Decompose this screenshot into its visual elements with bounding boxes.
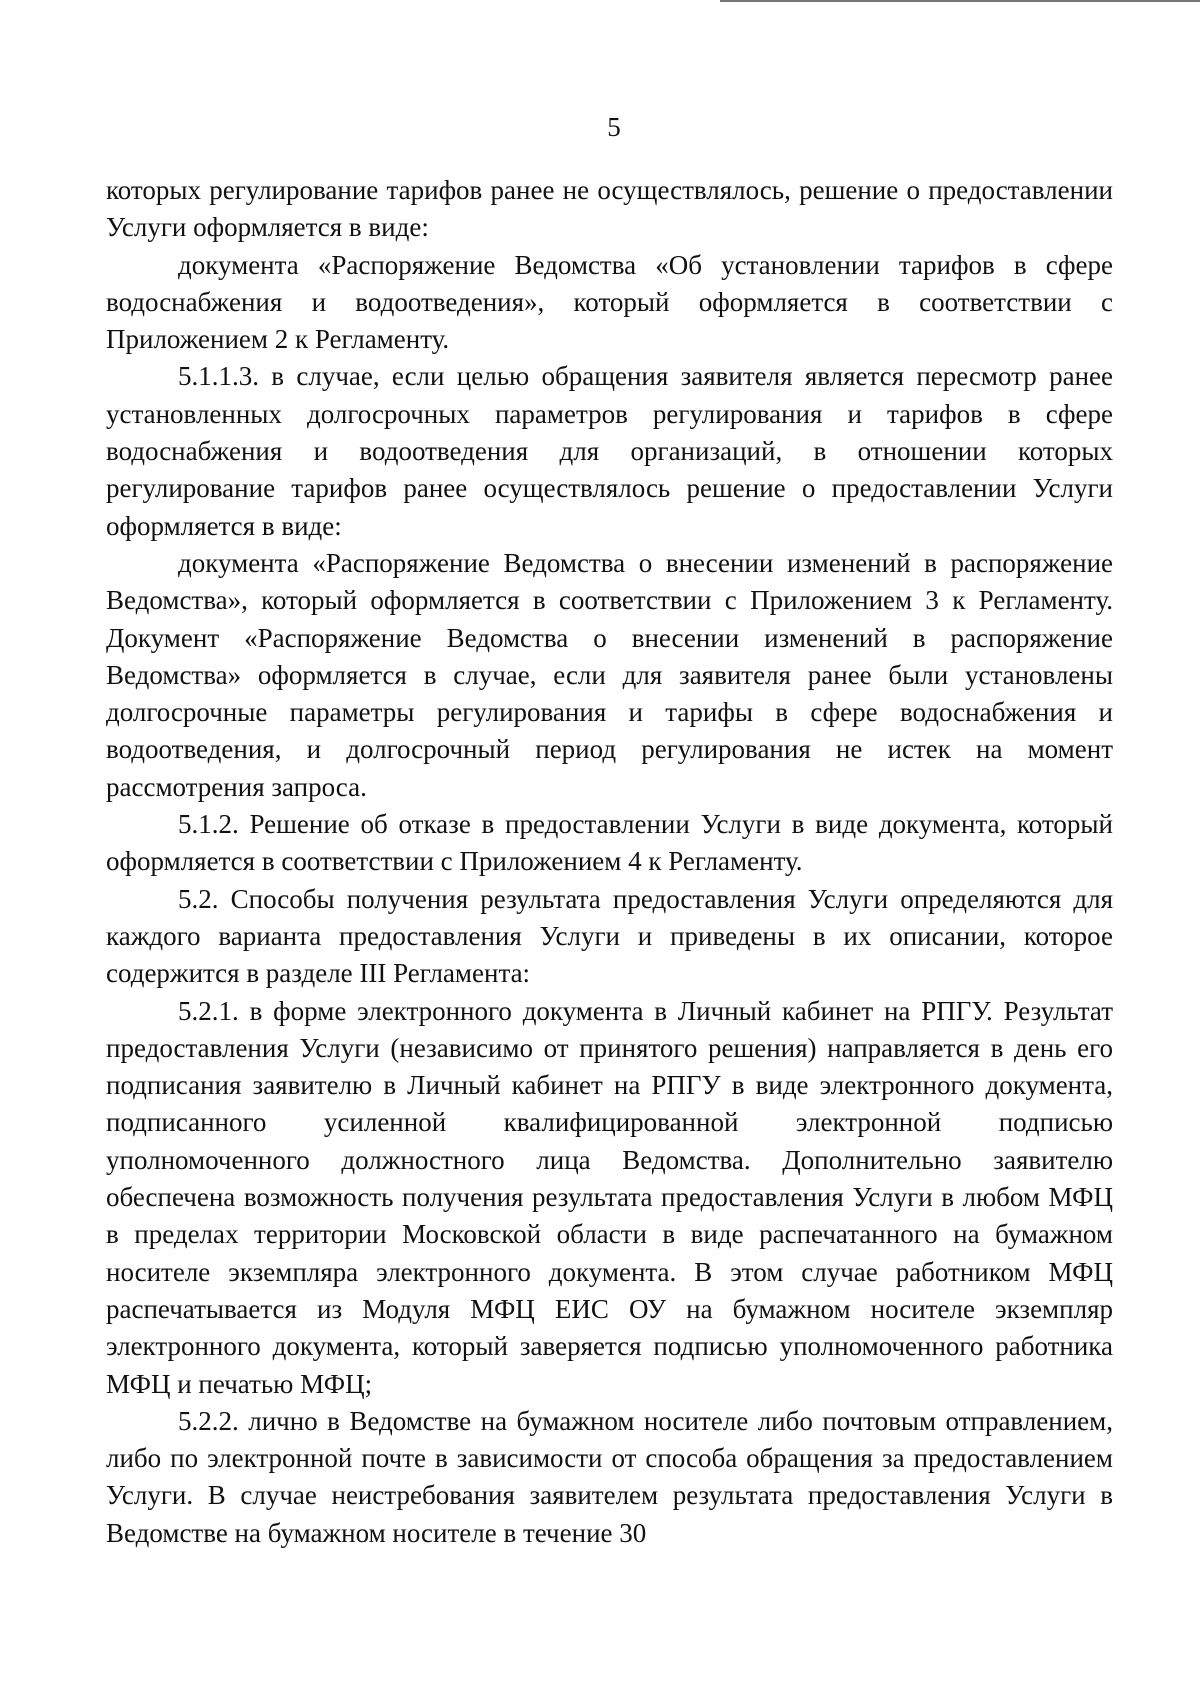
paragraph-5-2: 5.2. Способы получения результата предоставления Услуги определяются для каждого варианта предоставления Услуги и приведены в их описании, которое содержится в разделе III Регламента: bbox=[106, 883, 1113, 989]
paragraph-5-2-2: 5.2.2. лично в Ведомстве на бумажном носителе либо почтовым отправлением, либо по электронной почте в зависимости от способа обращения за предоставлением Услуги. В случае неистребования заявителем результата предоставления Услуги в Ведомстве на бумажном носителе в течение 30 bbox=[106, 1405, 1113, 1548]
paragraph: документа «Распоряжение Ведомства «Об установлении тарифов в сфере водоснабжения и водоотведения», который оформляется в соответствии с Приложением 2 к Регламенту. bbox=[106, 249, 1113, 355]
paragraph-5-2-1: 5.2.1. в форме электронного документа в Личный кабинет на РПГУ. Результат предоставления Услуги (независимо от принятого решения) направляется в день его подписания заявителю в Личный кабинет на РПГУ в виде электронного документа, подписанного усиленной квалифицированной электронной подписью уполномоченного должностного лица Ведомства. Дополнительно заявителю обеспечена возможность получения результата предоставления Услуги в любом МФЦ в пределах территории Московской области в виде распечатанного на бумажном носителе экземпляра электронного документа. В этом случае работником МФЦ распечатывается из Модуля МФЦ ЕИС ОУ на бумажном носителе экземпляр электронного документа, который заверяется подписью уполномоченного работника МФЦ и печатью МФЦ; bbox=[106, 995, 1113, 1399]
paragraph-continuation: которых регулирование тарифов ранее не осуществлялось, решение о предоставлении Услуги оформляется в виде: bbox=[106, 175, 1113, 243]
page-number: 5 bbox=[607, 112, 621, 142]
paragraph-5-1-2: 5.1.2. Решение об отказе в предоставлении Услуги в виде документа, который оформляется в соответствии с Приложением 4 к Регламенту. bbox=[106, 809, 1113, 877]
paragraph: документа «Распоряжение Ведомства о внесении изменений в распоряжение Ведомства», который оформляется в соответствии с Приложением 3 к Регламенту. Документ «Распоряжение Ведомства о внесении изменений в распоряжение Ведомства» оформляется в случае, если для заявителя ранее были установлены долгосрочные параметры регулирования и тарифы в сфере водоснабжения и водоотведения, и долгосрочный период регулирования не истек на момент рассмотрения запроса. bbox=[106, 547, 1113, 802]
paragraph-5-1-1-3: 5.1.1.3. в случае, если целью обращения заявителя является пересмотр ранее установленных долгосрочных параметров регулирования и тарифов в сфере водоснабжения и водоотведения для организаций, в отношении которых регулирование тарифов ранее осуществлялось решение о предоставлении Услуги оформляется в виде: bbox=[106, 361, 1113, 541]
scan-edge-line bbox=[720, 0, 1200, 2]
document-body bbox=[106, 172, 1113, 1552]
